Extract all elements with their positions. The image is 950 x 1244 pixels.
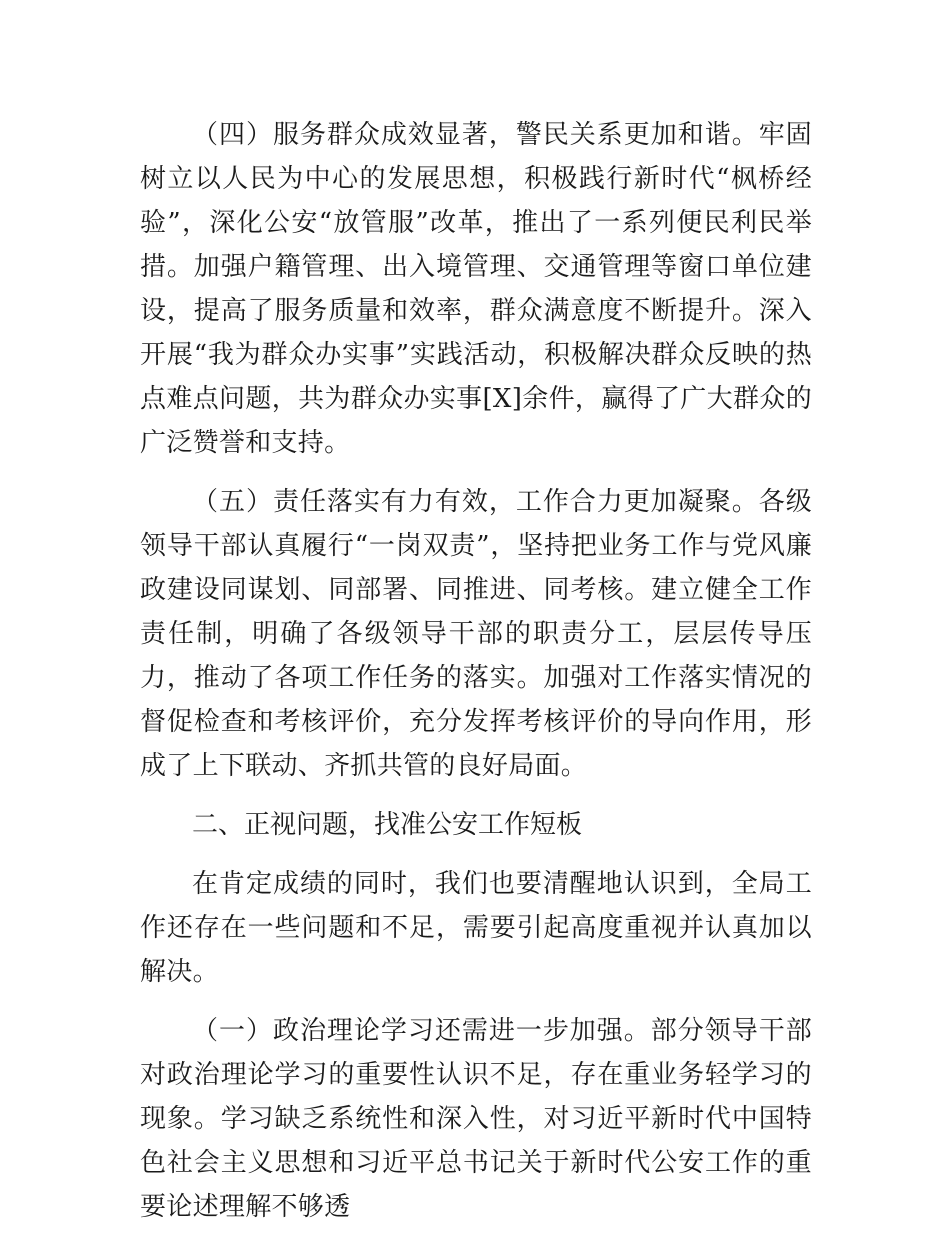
paragraph-responsibility: （五）责任落实有力有效，工作合力更加凝聚。各级领导干部认真履行“一岗双责”，坚持把业务工作与党风廉政建设同谋划、同部署、同推进、同考核。建立健全工作责任制，明确了各级领导干部的职责分工，层层传导压力，推动了各项工作任务的落实。加强对工作落实情况的督促检查和考核评价，充分发挥考核评价的导向作用，形成了上下联动、齐抓共管的良好局面。 — [140, 487, 812, 781]
paragraph-political-study: （一）政治理论学习还需进一步加强。部分领导干部对政治理论学习的重要性认识不足，存在重业务轻学习的现象。学习缺乏系统性和深入性，对习近平新时代中国特色社会主义思想和习近平总书记关于新时代公安工作的重要论述理解不够透 — [140, 1016, 812, 1222]
section-heading-problems: 二、正视问题，找准公安工作短板 — [192, 810, 583, 840]
paragraph-service-results: （四）服务群众成效显著，警民关系更加和谐。牢固树立以人民为中心的发展思想，积极践行新时代“枫桥经验”，深化公安“放管服”改革，推出了一系列便民利民举措。加强户籍管理、出入境管理、交通管理等窗口单位建设，提高了服务质量和效率，群众满意度不断提升。深入开展“我为群众办实事”实践活动，积极解决群众反映的热点难点问题，共为群众办实事[X]余件，赢得了广大群众的广泛赞誉和支持。 — [140, 120, 812, 458]
paragraph-problems-intro: 在肯定成绩的同时，我们也要清醒地认识到，全局工作还存在一些问题和不足，需要引起高度重视并认真加以解决。 — [140, 869, 812, 987]
document-body — [140, 113, 812, 1244]
